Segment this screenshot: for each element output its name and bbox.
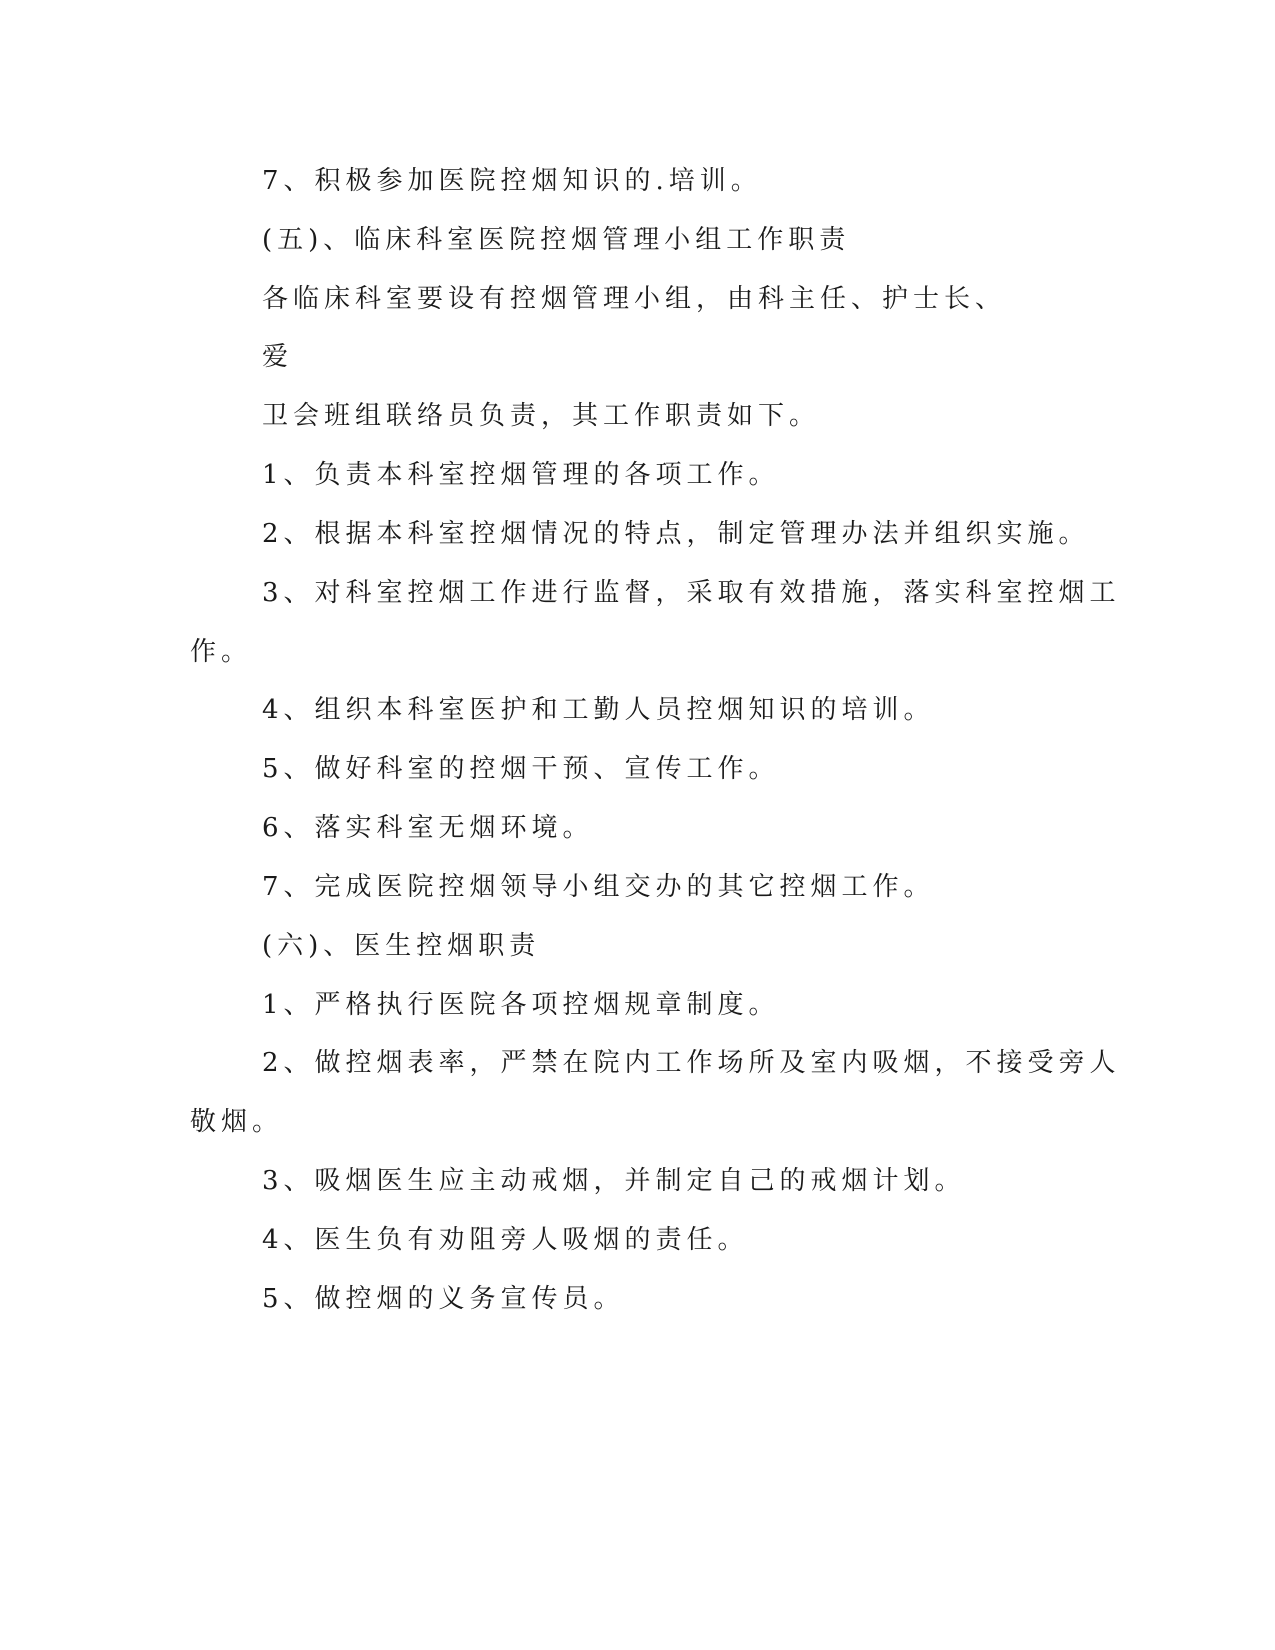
list-item: 1、严格执行医院各项控烟规章制度。 [262, 990, 780, 1020]
list-item-continuation: 作。 [190, 637, 253, 667]
list-item: 4、医生负有劝阻旁人吸烟的责任。 [262, 1225, 749, 1255]
list-item: 3、对科室控烟工作进行监督，采取有效措施，落实科室控烟工 [262, 578, 1121, 608]
text-line: 爱 [262, 342, 294, 372]
list-item: 2、根据本科室控烟情况的特点，制定管理办法并组织实施。 [262, 519, 1090, 549]
list-item: 1、负责本科室控烟管理的各项工作。 [262, 460, 780, 490]
list-item-continuation: 敬烟。 [190, 1107, 284, 1137]
section-heading: (六)、医生控烟职责 [262, 931, 541, 961]
text-line: 卫会班组联络员负责，其工作职责如下。 [262, 401, 821, 431]
list-item: 2、做控烟表率，严禁在院内工作场所及室内吸烟，不接受旁人 [262, 1048, 1121, 1078]
list-item: 4、组织本科室医护和工勤人员控烟知识的培训。 [262, 695, 935, 725]
list-item: 6、落实科室无烟环境。 [262, 813, 594, 843]
list-item: 7、完成医院控烟领导小组交办的其它控烟工作。 [262, 872, 935, 902]
section-heading: (五)、临床科室医院控烟管理小组工作职责 [262, 225, 851, 255]
text-line: 各临床科室要设有控烟管理小组，由科主任、护士长、 [262, 284, 1007, 314]
list-item: 5、做好科室的控烟干预、宣传工作。 [262, 754, 780, 784]
list-item: 5、做控烟的义务宣传员。 [262, 1284, 625, 1314]
text-line: 7、积极参加医院控烟知识的.培训。 [262, 166, 762, 196]
list-item: 3、吸烟医生应主动戒烟，并制定自己的戒烟计划。 [262, 1166, 966, 1196]
